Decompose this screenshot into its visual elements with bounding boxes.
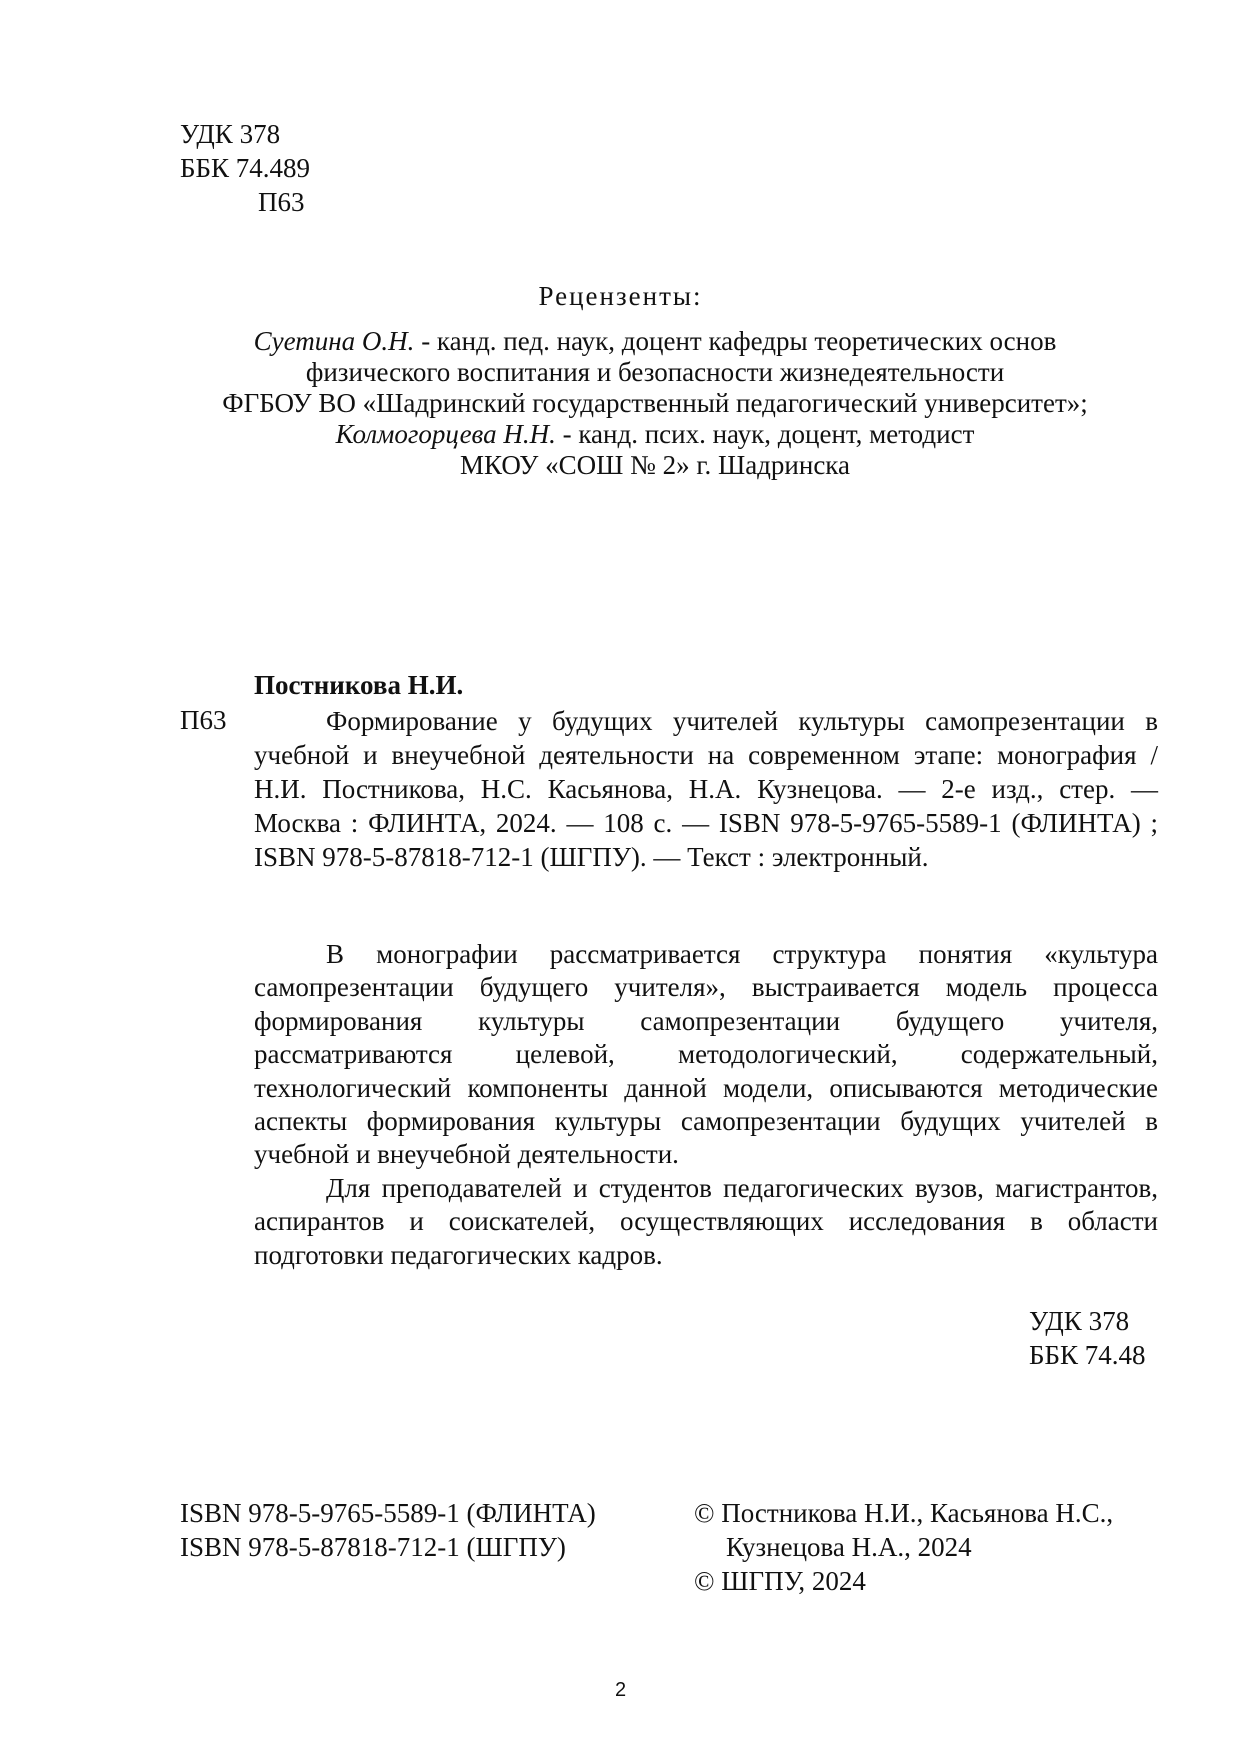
- reviewer1-name: Суетина О.Н.: [253, 326, 415, 356]
- page-number: 2: [614, 1679, 627, 1701]
- bibliographic-record: [254, 704, 1158, 874]
- isbn-block: [180, 1497, 596, 1565]
- reviewer2-name: Колмогорцева Н.Н.: [335, 419, 556, 449]
- copyright-line-3: © ШГПУ, 2024: [694, 1566, 866, 1596]
- copyright-line-1: © Постникова Н.И., Касьянова Н.С.,: [694, 1498, 1114, 1528]
- reviewer2-credentials: - канд. псих. наук, доцент, методист: [555, 419, 975, 449]
- udk-code: УДК 378: [180, 119, 281, 149]
- classification-bottom: [1029, 1305, 1146, 1373]
- classification-block: [180, 118, 310, 220]
- annotation-paragraph-2: Для преподавателей и студентов педагогических вузов, магистрантов, аспирантов и соискателей, осуществляющих исследования в области подготовки педагогических кадров.: [254, 1172, 1158, 1270]
- record-author: Постникова Н.И.: [254, 670, 464, 700]
- reviewer1-line3: ФГБОУ ВО «Шадринский государственный педагогический университет»;: [222, 388, 1088, 418]
- reviewer1-line2: физического воспитания и безопасности жизнедеятельности: [305, 357, 1005, 387]
- reviewers-title: Рецензенты:: [538, 281, 703, 311]
- reviewer1-line1: [180, 326, 1130, 357]
- bibliography-text: Формирование у будущих учителей культуры самопрезентации в учебной и внеучебной деятельности на современном этапе: монография / Н.И. Постникова, Н.С. Касьянова, Н.А. Кузнецова. — 2-е изд., стер. — Москва : ФЛИНТА, 2024. — 108 с. — ISBN 978-5-9765-5589-1 (ФЛИНТА) ; ISBN 978-5-87818-712-1 (ШГПУ). — Текст : электронный.: [254, 706, 1158, 872]
- reviewer2-line1: [180, 419, 1130, 450]
- copyright-line-2: Кузнецова Н.А., 2024: [726, 1532, 972, 1562]
- bbk-code-bottom: ББК 74.48: [1029, 1340, 1146, 1370]
- annotation: [254, 938, 1158, 1272]
- author-mark: П63: [258, 187, 305, 217]
- annotation-paragraph-1: В монографии рассматривается структура понятия «культура самопрезентации будущего учителя», выстраивается модель процесса формирования культуры самопрезентации будущего учителя, рассматриваются целевой, методологический, содержательный, технологический компоненты данной модели, описываются методические аспекты формирования культуры самопрезентации будущих учителей в учебной и внеучебной деятельности.: [254, 939, 1158, 1170]
- bbk-code: ББК 74.489: [180, 153, 311, 183]
- reviewers-block: [180, 326, 1130, 481]
- isbn-line-2: ISBN 978-5-87818-712-1 (ШГПУ): [180, 1532, 566, 1562]
- reviewer2-line2: МКОУ «СОШ № 2» г. Шадринска: [459, 450, 850, 480]
- reviewer1-credentials: - канд. пед. наук, доцент кафедры теоретических основ: [414, 326, 1057, 356]
- record-code: П63: [180, 705, 227, 735]
- isbn-line-1: ISBN 978-5-9765-5589-1 (ФЛИНТА): [180, 1498, 596, 1528]
- udk-code-bottom: УДК 378: [1029, 1306, 1130, 1336]
- copyright-block: [694, 1497, 1113, 1599]
